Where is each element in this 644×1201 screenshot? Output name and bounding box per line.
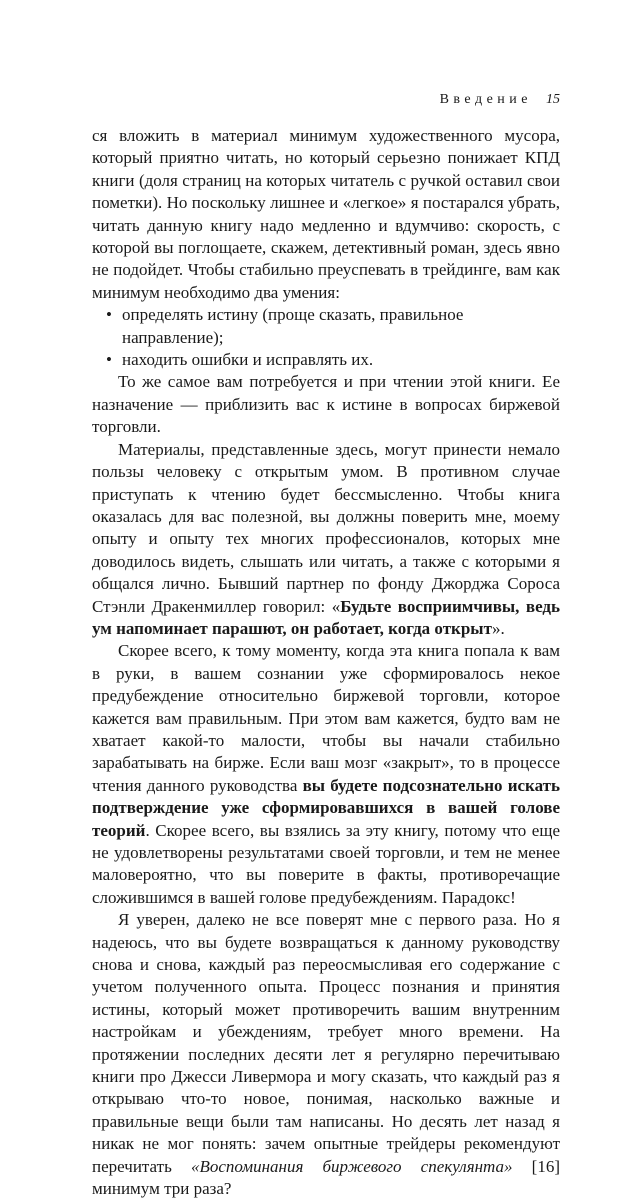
paragraph-5 [92, 909, 560, 1200]
paragraph-3-text-b: ». [491, 618, 505, 638]
page-number: 15 [546, 92, 560, 107]
paragraph-4 [92, 640, 560, 909]
book-title-italic: «Воспоминания биржевого спекулянта» [190, 1156, 513, 1176]
paragraph-4-text-a: Скорее всего, к тому моменту, когда эта книга попала к вам в руки, в вашем сознании уже сформировалось некое предубеждение относительно биржевой торговли, которое кажется вам правильным. При этом вам кажется, будто вам не хватает какой-то малости, чтобы вы начали стабильно зарабатывать на бирже. Если ваш мозг «закрыт», то в процессе чтения данного руководства [92, 641, 560, 795]
paragraph-3 [92, 439, 560, 641]
chapter-title: Введение [439, 92, 532, 107]
page-body [92, 125, 560, 1201]
emphasis-bold: вы будете подсознательно искать подтверждение уже сформировавшихся в вашей голове теорий [92, 775, 560, 840]
paragraph-3-text-a: Материалы, представленные здесь, могут принести немало пользы человеку с открытым умом. В противном случае приступать к чтению будет бессмысленно. Чтобы книга оказалась для вас полезной, вы должны поверить мне, моему опыту и опыту тех многих профессионалов, которых мне доводилось видеть, слышать или читать, а также с которыми я общался лично. Бывший партнер по фонду Джорджа Сороса Стэнли Дракенмиллер говорил: « [92, 439, 560, 616]
quote-bold: Будьте восприимчивы, ведь ум напоминает парашют, он работает, когда открыт [92, 596, 560, 638]
paragraph-2: То же самое вам потребуется и при чтении этой книги. Ее назначение — приблизить вас к истине в вопросах биржевой торговли. [92, 372, 560, 437]
paragraph-1: ся вложить в материал минимум художественного мусора, который приятно читать, но который серьезно понижает КПД книги (доля страниц на которых читатель с ручкой оставил свои пометки). Но поскольку лишнее и «легкое» я постарался убрать, читать данную книгу надо медленно и вдумчиво: скорость, с которой вы поглощаете, скажем, детективный роман, здесь явно не подойдет. Чтобы стабильно преуспевать в трейдинге, вам как минимум необходимо два умения: [92, 126, 560, 302]
bullet-item-2: • находить ошибки и исправлять их. [122, 349, 560, 371]
paragraph-5-text-a: Я уверен, далеко не все поверят мне с первого раза. Но я надеюсь, что вы будете возвращаться к данному руководству снова и снова, каждый раз переосмысливая его содержание с учетом полученного опыта. Процесс познания и принятия истины, который может противоречить вашим внутренним настройкам и убеждениям, требует много времени. На протяжении последних десяти лет я регулярно перечитываю книги про Джесси Ливермора и могу сказать, что каждый раз я открываю что-то новое, понимая, насколько важные и правильные вещи были там написаны. Но десять лет назад я никак не мог понять: зачем опытные трейдеры рекомендуют перечитать [92, 910, 560, 1176]
running-header [92, 92, 560, 108]
paragraph-4-text-b: . Скорее всего, вы взялись за эту книгу, потому что еще не удовлетворены результатами своей торговли, и тем не менее маловероятно, что вы поверите в факты, противоречащие сложившимся в вашей голове предубеждениям. Парадокс! [92, 820, 560, 907]
paragraph-5-text-b: [16] минимум три раза? [92, 1156, 560, 1199]
bullet-item-1: • определять истину (проще сказать, правильное направление); [122, 304, 560, 349]
bullet-list [92, 304, 560, 371]
